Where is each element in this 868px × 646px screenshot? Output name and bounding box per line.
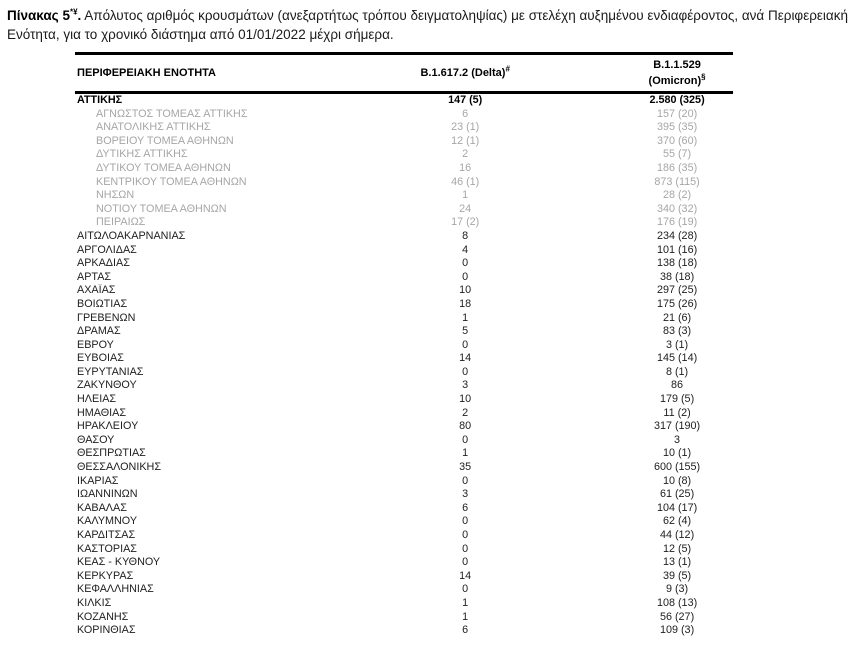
- header-omicron-variant: [621, 54, 733, 93]
- delta-count-cell: 4: [462, 243, 469, 256]
- omicron-count-cell: 317 (190): [653, 420, 701, 433]
- table-row: [75, 543, 733, 557]
- omicron-count-cell: 8 (1): [665, 365, 689, 378]
- header-regional-unit: ΠΕΡΙΦΕΡΕΙΑΚΗ ΕΝΟΤΗΤΑ: [75, 54, 309, 93]
- table-row: [75, 556, 733, 570]
- delta-count-cell: 2: [462, 406, 469, 419]
- table-row: [75, 502, 733, 516]
- omicron-count-cell: 11 (2): [663, 406, 691, 419]
- delta-count-cell: 0: [462, 270, 469, 283]
- delta-count-cell: 16: [459, 161, 472, 174]
- table-row: [75, 189, 733, 203]
- regional-unit-cell: ΚΑΒΑΛΑΣ: [77, 501, 127, 514]
- table-row: [75, 611, 733, 625]
- delta-count-cell: 1: [462, 447, 469, 460]
- omicron-count-cell: 38 (18): [659, 270, 695, 283]
- regional-unit-cell: ΗΛΕΙΑΣ: [77, 393, 117, 406]
- delta-count-cell: 147 (5): [448, 94, 483, 106]
- regional-unit-cell: ΗΡΑΚΛΕΙΟΥ: [77, 420, 139, 433]
- delta-count-cell: 8: [462, 229, 469, 242]
- omicron-count-cell: 28 (2): [662, 189, 692, 202]
- regional-unit-cell: ΑΝΑΤΟΛΙΚΗΣ ΑΤΤΙΚΗΣ: [96, 121, 211, 134]
- omicron-count-cell: 101 (16): [656, 243, 698, 256]
- delta-count-cell: 23 (1): [451, 121, 480, 134]
- omicron-count-cell: 62 (4): [662, 515, 692, 528]
- delta-count-cell: 14: [459, 352, 472, 365]
- table-row: [75, 529, 733, 543]
- table-row: [75, 488, 733, 502]
- omicron-count-cell: 21 (6): [662, 311, 692, 324]
- table-row: [75, 108, 733, 122]
- regional-unit-cell: ΘΕΣΠΡΩΤΙΑΣ: [77, 447, 146, 460]
- omicron-count-cell: 3 (1): [665, 338, 689, 351]
- table-body: [75, 93, 733, 638]
- regional-unit-cell: ΘΑΣΟΥ: [77, 433, 115, 446]
- omicron-count-cell: 340 (32): [656, 202, 698, 215]
- regional-unit-cell: ΒΟΡΕΙΟΥ ΤΟΜΕΑ ΑΘΗΝΩΝ: [96, 134, 234, 147]
- delta-count-cell: 14: [459, 569, 472, 582]
- omicron-count-cell: 10 (8): [662, 474, 692, 487]
- table-row: [75, 203, 733, 217]
- regional-unit-cell: ΚΟΖΑΝΗΣ: [77, 610, 129, 623]
- regional-unit-cell: ΙΚΑΡΙΑΣ: [77, 474, 119, 487]
- regional-unit-cell: ΕΥΒΟΙΑΣ: [77, 352, 124, 365]
- omicron-count-cell: 104 (17): [656, 501, 698, 514]
- omicron-count-cell: 395 (35): [656, 121, 698, 134]
- omicron-count-cell: 370 (60): [656, 134, 698, 147]
- regional-unit-cell: ΑΡΤΑΣ: [77, 270, 112, 283]
- omicron-count-cell: 600 (155): [653, 461, 701, 474]
- omicron-count-cell: 234 (28): [656, 229, 698, 242]
- regional-unit-cell: ΓΡΕΒΕΝΩΝ: [77, 311, 136, 324]
- regional-unit-cell: ΕΒΡΟΥ: [77, 338, 114, 351]
- table-row: [75, 148, 733, 162]
- delta-count-cell: 6: [462, 501, 469, 514]
- delta-count-cell: 17 (2): [451, 216, 480, 229]
- omicron-count-cell: 108 (13): [656, 596, 698, 609]
- regional-unit-cell: ΚΙΛΚΙΣ: [77, 596, 112, 609]
- table-number: Πίνακας 5: [7, 8, 70, 23]
- delta-count-cell: 1: [462, 189, 469, 202]
- delta-count-cell: 1: [462, 596, 469, 609]
- cases-by-regional-unit-table: [75, 52, 733, 638]
- delta-count-cell: 2: [462, 148, 469, 161]
- table-row: [75, 216, 733, 230]
- regional-unit-cell: ΑΧΑΪΑΣ: [77, 284, 116, 297]
- delta-count-cell: 80: [459, 420, 472, 433]
- omicron-count-cell: 12 (5): [662, 542, 692, 555]
- regional-unit-cell: ΝΗΣΩΝ: [96, 189, 135, 202]
- regional-unit-cell: ΑΡΚΑΔΙΑΣ: [77, 257, 130, 270]
- omicron-name-label: (Omicron)§: [648, 72, 706, 87]
- table-row: [75, 583, 733, 597]
- delta-count-cell: 10: [459, 284, 472, 297]
- delta-count-cell: 24: [459, 202, 472, 215]
- delta-count-cell: 12 (1): [451, 134, 480, 147]
- delta-count-cell: 0: [462, 542, 469, 555]
- regional-unit-cell: ΔΥΤΙΚΗΣ ΑΤΤΙΚΗΣ: [96, 148, 188, 161]
- delta-count-cell: 0: [462, 529, 469, 541]
- regional-unit-cell: ΑΡΓΟΛΙΔΑΣ: [77, 243, 137, 256]
- delta-count-cell: 46 (1): [451, 175, 480, 188]
- delta-footnote-mark: #: [505, 64, 510, 74]
- omicron-count-cell: 44 (12): [659, 529, 695, 541]
- table-header-row: [75, 54, 733, 93]
- table-row: [75, 570, 733, 584]
- regional-unit-cell: ΗΜΑΘΙΑΣ: [77, 406, 127, 419]
- omicron-count-cell: 83 (3): [662, 325, 692, 338]
- table-row: [75, 121, 733, 135]
- delta-count-cell: 0: [462, 257, 469, 270]
- regional-unit-cell: ΒΟΙΩΤΙΑΣ: [77, 297, 128, 310]
- table-row: [75, 475, 733, 489]
- delta-count-cell: 1: [462, 311, 469, 324]
- table-row: [75, 434, 733, 448]
- omicron-lineage-label: B.1.1.529: [653, 59, 701, 71]
- delta-count-cell: 3: [462, 379, 469, 392]
- table-row: [75, 515, 733, 529]
- delta-count-cell: 0: [462, 433, 469, 446]
- regional-unit-cell: ΑΤΤΙΚΗΣ: [77, 94, 123, 106]
- table-row: [75, 230, 733, 244]
- header-delta-variant: B.1.617.2 (Delta)#: [309, 54, 621, 93]
- omicron-count-cell: 297 (25): [656, 284, 698, 297]
- omicron-count-cell: 39 (5): [662, 569, 692, 582]
- omicron-count-cell: 55 (7): [662, 148, 692, 161]
- omicron-count-cell: 186 (35): [656, 161, 698, 174]
- table-row: [75, 93, 733, 108]
- regional-unit-cell: ΔΡΑΜΑΣ: [77, 325, 121, 338]
- title-text: Απόλυτος αριθμός κρουσμάτων (ανεξαρτήτως τρόπου δειγματοληψίας) με στελέχη αυξημένου ενδιαφέροντος, ανά Περιφερειακή Ενότητα, για το χρονικό διάστημα από 01/01/2022 μέχρι σήμερα.: [7, 8, 848, 42]
- omicron-count-cell: 13 (1): [662, 556, 692, 569]
- omicron-count-cell: 61 (25): [659, 488, 695, 501]
- regional-unit-cell: ΕΥΡΥΤΑΝΙΑΣ: [77, 365, 144, 378]
- omicron-count-cell: 179 (5): [659, 393, 695, 406]
- table-row: [75, 447, 733, 461]
- cases-table-container: [75, 52, 868, 638]
- omicron-count-cell: 3: [674, 433, 681, 446]
- delta-count-cell: 5: [462, 325, 469, 338]
- omicron-count-cell: 86: [671, 379, 684, 392]
- table-row: [75, 325, 733, 339]
- table-row: [75, 135, 733, 149]
- title-footnote-marks: *¥: [69, 7, 78, 17]
- table-row: [75, 176, 733, 190]
- regional-unit-cell: ΚΑΛΥΜΝΟΥ: [77, 515, 138, 528]
- table-row: [75, 366, 733, 380]
- omicron-count-cell: 10 (1): [662, 447, 692, 460]
- delta-count-cell: 0: [462, 556, 469, 569]
- regional-unit-cell: ΝΟΤΙΟΥ ΤΟΜΕΑ ΑΘΗΝΩΝ: [96, 202, 227, 215]
- omicron-count-cell: 176 (19): [656, 216, 698, 229]
- table-row: [75, 339, 733, 353]
- delta-count-cell: 10: [459, 393, 472, 406]
- delta-count-cell: 0: [462, 338, 469, 351]
- delta-count-cell: 0: [462, 583, 469, 596]
- regional-unit-cell: ΚΑΣΤΟΡΙΑΣ: [77, 542, 137, 555]
- regional-unit-cell: ΔΥΤΙΚΟΥ ΤΟΜΕΑ ΑΘΗΝΩΝ: [96, 161, 231, 174]
- regional-unit-cell: ΚΑΡΔΙΤΣΑΣ: [77, 529, 136, 541]
- omicron-count-cell: 157 (20): [656, 107, 698, 120]
- delta-count-cell: 3: [462, 488, 469, 501]
- table-row: [75, 393, 733, 407]
- omicron-footnote-mark: §: [701, 72, 706, 82]
- regional-unit-cell: ΑΓΝΩΣΤΟΣ ΤΟΜΕΑΣ ΑΤΤΙΚΗΣ: [96, 107, 248, 120]
- title-period: .: [77, 8, 82, 23]
- page-title: [7, 6, 862, 44]
- delta-count-cell: 35: [459, 461, 472, 474]
- delta-count-cell: 1: [462, 610, 469, 623]
- delta-count-cell: 0: [462, 474, 469, 487]
- table-row: [75, 624, 733, 638]
- regional-unit-cell: ΚΕΦΑΛΛΗΝΙΑΣ: [77, 583, 154, 596]
- table-row: [75, 597, 733, 611]
- table-row: [75, 420, 733, 434]
- delta-count-cell: 0: [462, 365, 469, 378]
- table-row: [75, 244, 733, 258]
- table-row: [75, 379, 733, 393]
- regional-unit-cell: ΚΕΑΣ - ΚΥΘΝΟΥ: [77, 556, 161, 569]
- regional-unit-cell: ΖΑΚΥΝΘΟΥ: [77, 379, 137, 392]
- omicron-count-cell: 9 (3): [665, 583, 689, 596]
- table-row: [75, 461, 733, 475]
- omicron-count-cell: 56 (27): [659, 610, 695, 623]
- delta-count-cell: 18: [459, 297, 472, 310]
- regional-unit-cell: ΚΟΡΙΝΘΙΑΣ: [77, 624, 136, 637]
- delta-count-cell: 6: [462, 107, 469, 120]
- table-row: [75, 257, 733, 271]
- table-row: [75, 298, 733, 312]
- table-row: [75, 271, 733, 285]
- regional-unit-cell: ΠΕΙΡΑΙΩΣ: [96, 216, 146, 229]
- regional-unit-cell: ΑΙΤΩΛΟΑΚΑΡΝΑΝΙΑΣ: [77, 229, 186, 242]
- table-row: [75, 407, 733, 421]
- regional-unit-cell: ΚΕΝΤΡΙΚΟΥ ΤΟΜΕΑ ΑΘΗΝΩΝ: [96, 175, 247, 188]
- omicron-count-cell: 109 (3): [659, 624, 695, 637]
- table-row: [75, 162, 733, 176]
- omicron-count-cell: 175 (26): [656, 297, 698, 310]
- table-row: [75, 284, 733, 298]
- omicron-count-cell: 145 (14): [656, 352, 698, 365]
- table-row: [75, 352, 733, 366]
- delta-count-cell: 6: [462, 624, 469, 637]
- regional-unit-cell: ΚΕΡΚΥΡΑΣ: [77, 569, 134, 582]
- omicron-count-cell: 138 (18): [656, 257, 698, 270]
- delta-count-cell: 0: [462, 515, 469, 528]
- regional-unit-cell: ΙΩΑΝΝΙΝΩΝ: [77, 488, 138, 501]
- regional-unit-cell: ΘΕΣΣΑΛΟΝΙΚΗΣ: [77, 461, 162, 474]
- omicron-count-cell: 873 (115): [654, 175, 700, 188]
- table-row: [75, 312, 733, 326]
- omicron-count-cell: 2.580 (325): [649, 94, 705, 106]
